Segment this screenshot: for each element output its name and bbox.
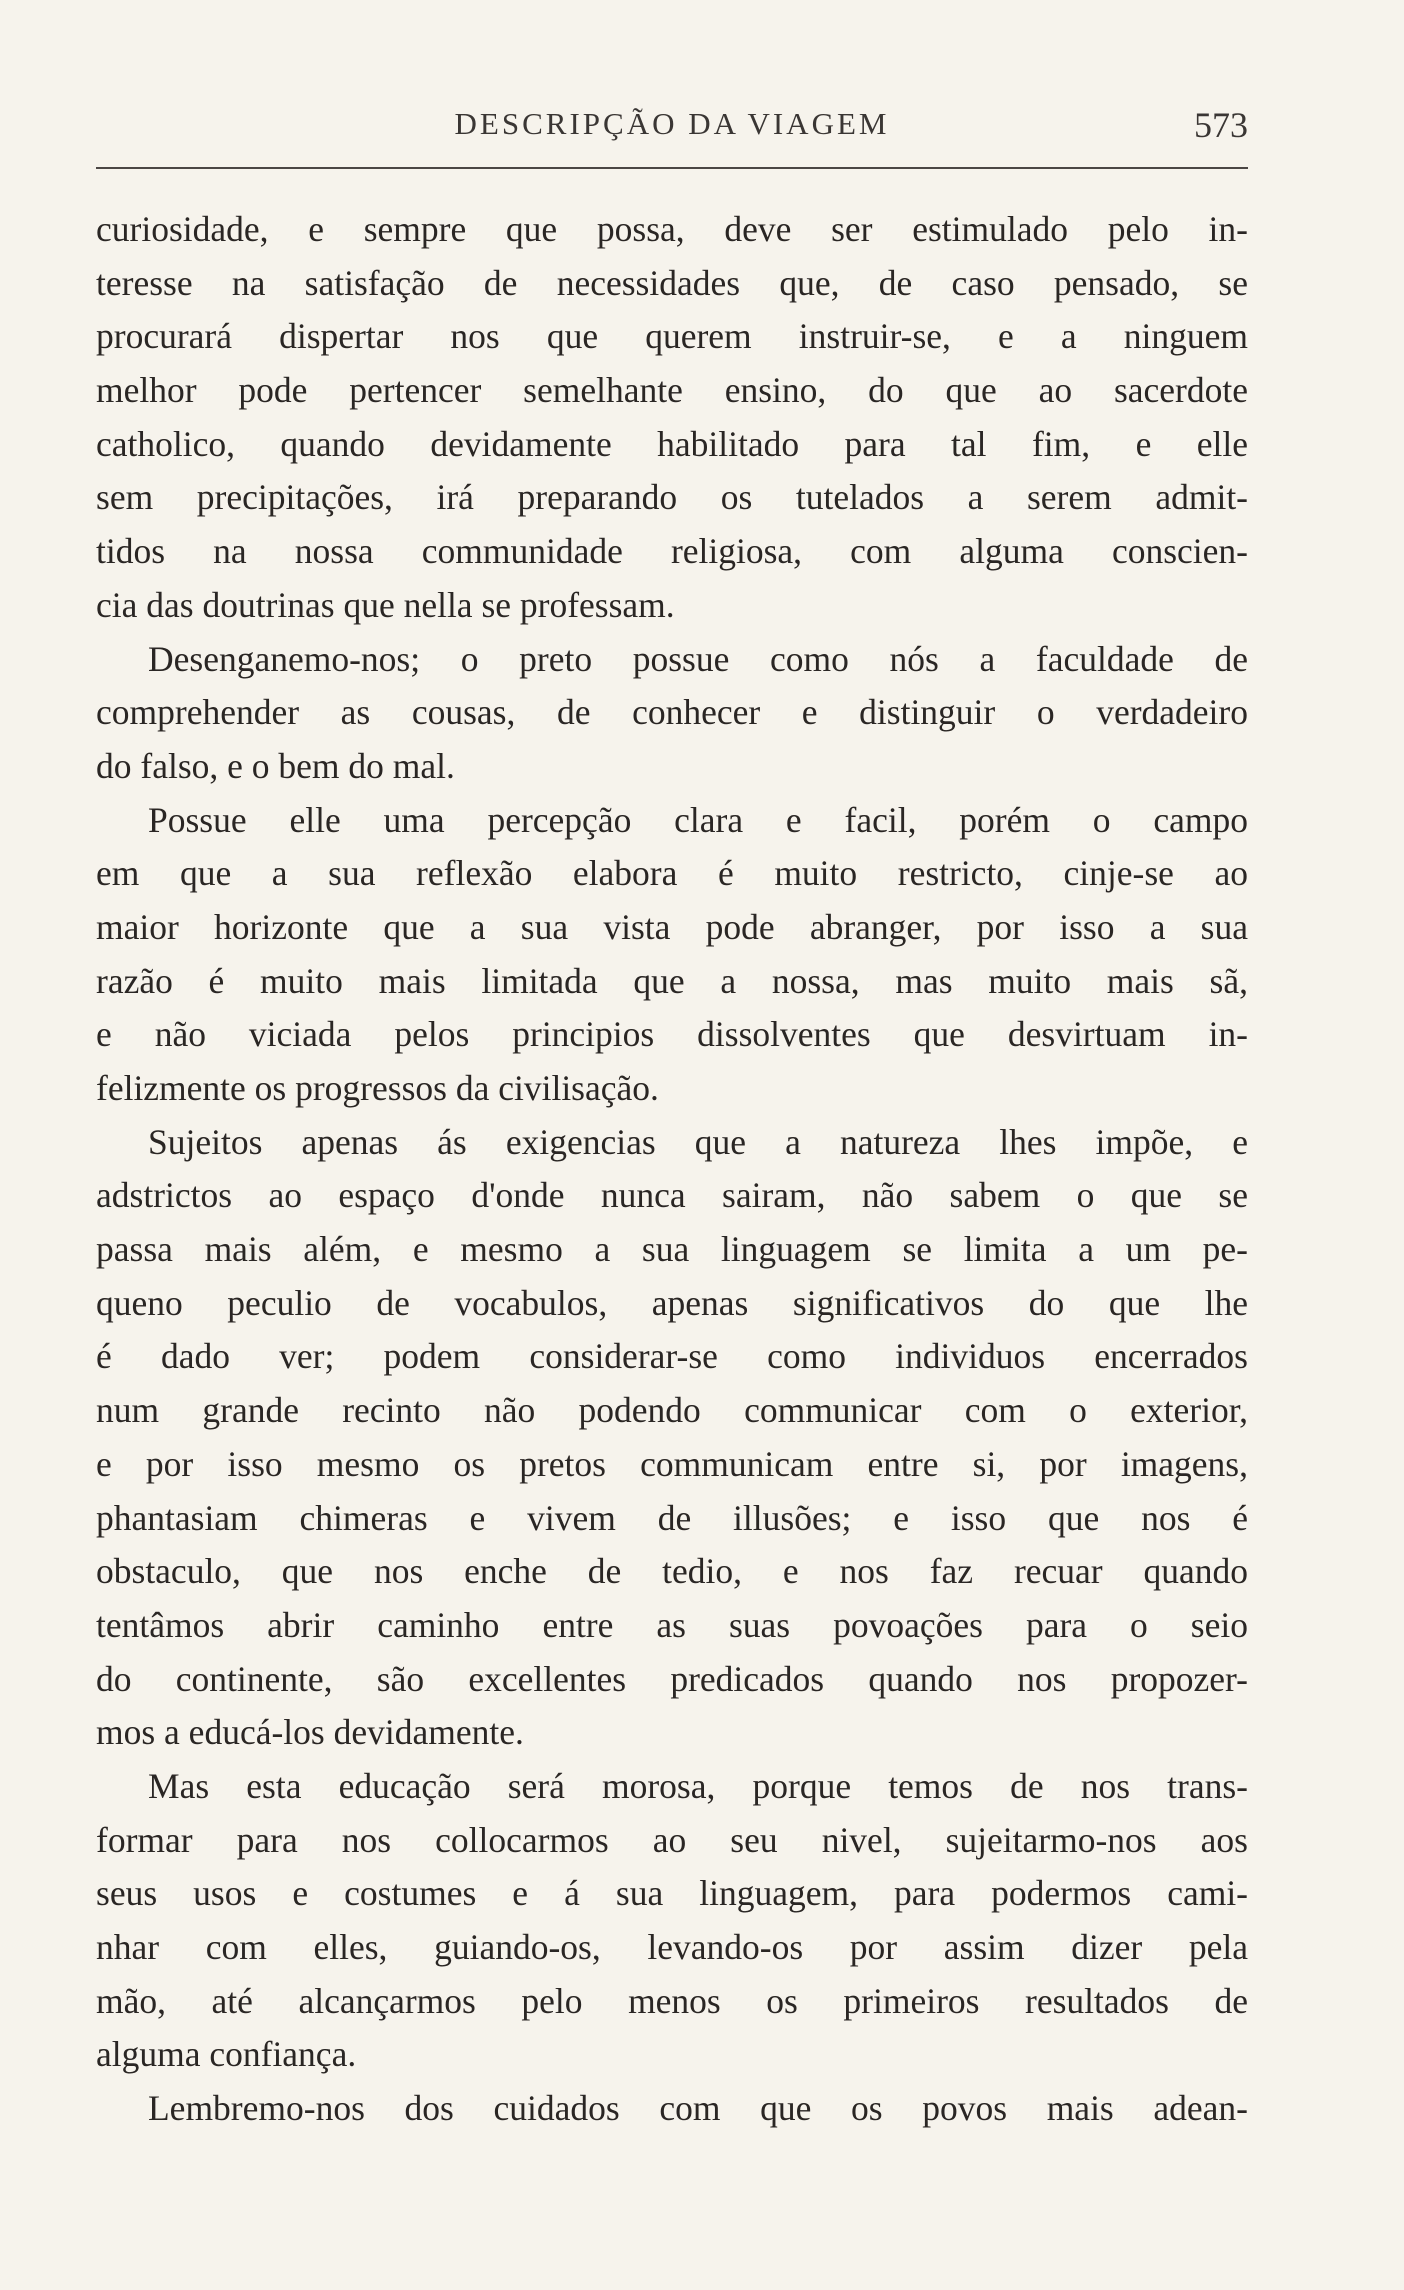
running-head <box>96 100 1248 160</box>
text-line: adstrictos ao espaço d'onde nunca sairam, não sabem o que se <box>96 1175 1248 1216</box>
text-line: sem precipitações, irá preparando os tutelados a serem admit- <box>96 477 1248 518</box>
text-line: Possue elle uma percepção clara e facil, porém o campo <box>148 799 1248 840</box>
paragraph <box>96 2082 1248 2136</box>
paragraph <box>96 1116 1248 1760</box>
text-line: phantasiam chimeras e vivem de illusões; e isso que nos é <box>96 1497 1248 1538</box>
text-line: obstaculo, que nos enche de tedio, e nos faz recuar quando <box>96 1551 1248 1592</box>
text-line: razão é muito mais limitada que a nossa, mas muito mais sã, <box>96 960 1248 1001</box>
text-line: em que a sua reflexão elabora é muito restricto, cinje-se ao <box>96 853 1248 894</box>
text-line: mão, até alcançarmos pelo menos os primeiros resultados de <box>96 1980 1248 2021</box>
text-line: e não viciada pelos principios dissolventes que desvirtuam in- <box>96 1014 1248 1055</box>
text-line: do falso, e o bem do mal. <box>96 745 455 786</box>
paragraph <box>96 1760 1248 2082</box>
text-line: passa mais além, e mesmo a sua linguagem se limita a um pe- <box>96 1229 1248 1270</box>
text-line: queno peculio de vocabulos, apenas significativos do que lhe <box>96 1282 1248 1323</box>
paragraph <box>96 633 1248 794</box>
text-line: do continente, são excellentes predicados quando nos propozer- <box>96 1658 1248 1699</box>
text-line: Desenganemo-nos; o preto possue como nós a faculdade de <box>148 638 1248 679</box>
text-line: curiosidade, e sempre que possa, deve ser estimulado pelo in- <box>96 209 1248 249</box>
text-line: comprehender as cousas, de conhecer e distinguir o verdadeiro <box>96 692 1248 733</box>
text-line: maior horizonte que a sua vista pode abranger, por isso a sua <box>96 906 1248 947</box>
text-line: tidos na nossa communidade religiosa, com alguma conscien- <box>96 531 1248 572</box>
text-line: Mas esta educação será morosa, porque temos de nos trans- <box>148 1765 1248 1806</box>
text-line: procurará dispertar nos que querem instruir-se, e a ninguem <box>96 316 1248 357</box>
text-line: Sujeitos apenas ás exigencias que a natureza lhes impõe, e <box>148 1121 1248 1162</box>
text-line: melhor pode pertencer semelhante ensino, do que ao sacerdote <box>96 370 1248 411</box>
text-line: Lembremo-nos dos cuidados com que os povos mais adean- <box>148 2088 1248 2129</box>
paragraph <box>96 794 1248 1116</box>
text-line: num grande recinto não podendo communicar com o exterior, <box>96 1390 1248 1431</box>
text-line: nhar com elles, guiando-os, levando-os por assim dizer pela <box>96 1927 1248 1967</box>
text-line: cia das doutrinas que nella se professam. <box>96 584 675 625</box>
paragraph <box>96 203 1248 633</box>
body-text <box>96 203 1248 2136</box>
page-number: 573 <box>1194 105 1248 145</box>
header-rule <box>96 167 1248 169</box>
running-title: DESCRIPÇÃO DA VIAGEM <box>454 106 890 141</box>
text-line: formar para nos collocarmos ao seu nivel, sujeitarmo-nos aos <box>96 1819 1248 1860</box>
text-line: alguma confiança. <box>96 2034 357 2075</box>
text-line: e por isso mesmo os pretos communicam entre si, por imagens, <box>96 1443 1248 1484</box>
text-line: mos a educá-los devidamente. <box>96 1712 524 1753</box>
text-line: teresse na satisfação de necessidades que, de caso pensado, se <box>96 262 1248 303</box>
text-line: catholico, quando devidamente habilitado para tal fim, e elle <box>96 423 1248 464</box>
text-line: tentâmos abrir caminho entre as suas povoações para o seio <box>96 1604 1248 1645</box>
text-line: felizmente os progressos da civilisação. <box>96 1068 659 1108</box>
text-line: seus usos e costumes e á sua linguagem, para podermos cami- <box>96 1873 1248 1914</box>
text-line: é dado ver; podem considerar-se como individuos encerrados <box>96 1336 1248 1377</box>
